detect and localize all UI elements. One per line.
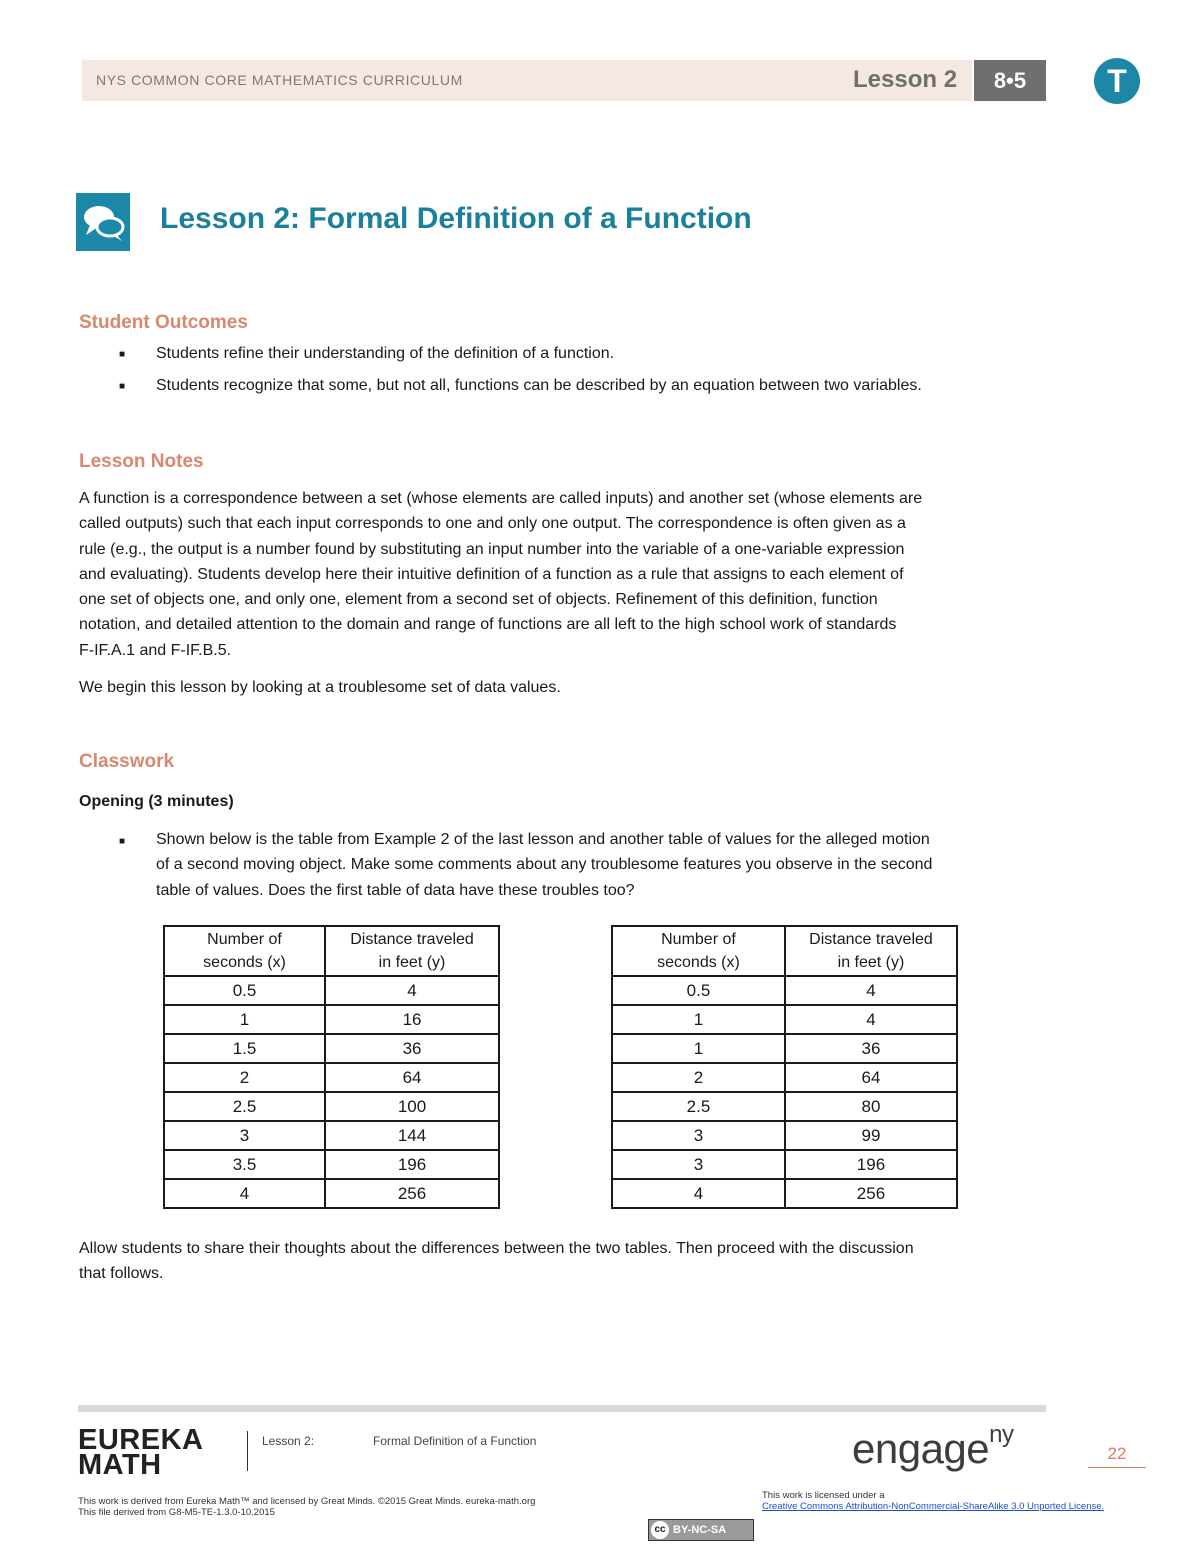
footer-rule [78,1405,1046,1412]
lesson-notes-paragraph-2: We begin this lesson by looking at a troublesome set of data values. [79,679,561,696]
text-line: notation, and detailed attention to the domain and range of functions are all left to the high school work of standards [79,616,897,634]
table-row [612,1005,957,1034]
footer-divider [247,1431,248,1471]
table-cell: 2 [612,1063,785,1092]
table-cell: 4 [612,1179,785,1208]
text-line: one set of objects one, and only one, element from a second set of objects. Refinement of this definition, function [79,591,878,609]
table-cell: 1.5 [164,1034,325,1063]
page-number-rule [1088,1467,1146,1468]
table-row [612,1179,957,1208]
table-cell: 2 [164,1063,325,1092]
table-cell: 0.5 [612,976,785,1005]
bullet-icon: ■ [119,836,126,847]
teacher-badge: T [1094,58,1140,104]
table-header-y: Distance traveled in feet (y) [785,926,957,976]
engageny-logo: engage$^{ny}$ [852,1421,1014,1472]
table-cell: 256 [785,1179,957,1208]
table-row [164,1150,499,1179]
table-cell: 4 [785,1005,957,1034]
page-number: 22 [1107,1444,1127,1463]
table-cell: 1 [612,1034,785,1063]
table-row [164,1005,499,1034]
discussion-paragraph [79,1236,1079,1287]
text-line: and evaluating). Students develop here their intuitive definition of a function as a rule that assigns to each element of [79,565,904,583]
bullet-icon: ■ [119,381,126,392]
text-line: F-IF.A.1 and F-IF.B.5. [79,641,232,659]
table-row [612,1092,957,1121]
text-line: of a second moving object. Make some comments about any troublesome features you observe in the second [156,856,933,874]
table-header-y: Distance traveled in feet (y) [325,926,499,976]
table-header-x: Number of seconds (x) [612,926,785,976]
table-cell: 2.5 [612,1092,785,1121]
table-cell: 4 [785,976,957,1005]
table-cell: 100 [325,1092,499,1121]
footer-lesson-label: Lesson 2: [262,1434,315,1448]
table-cell: 3.5 [164,1150,325,1179]
classwork-heading: Classwork [79,751,175,772]
text-line: Shown below is the table from Example 2 of the last lesson and another table of values for the alleged motion [156,831,930,848]
table-cell: 1 [164,1005,325,1034]
lesson-notes-heading: Lesson Notes [79,451,204,472]
table-cell: 16 [325,1005,499,1034]
table-cell: 64 [785,1063,957,1092]
table-cell: 80 [785,1092,957,1121]
table-row [164,1063,499,1092]
table-row [612,976,957,1005]
table-cell: 2.5 [164,1092,325,1121]
student-outcomes-heading: Student Outcomes [79,312,248,333]
speech-bubbles-icon [76,193,130,251]
curriculum-label: NYS COMMON CORE MATHEMATICS CURRICULUM [96,72,463,88]
eureka-math-logo: EUREKA MATH [78,1424,204,1481]
bullet-icon: ■ [119,349,126,360]
data-table-2 [611,925,958,1209]
table-cell: 4 [325,976,499,1005]
table-cell: 0.5 [164,976,325,1005]
text-line: Allow students to share their thoughts about the differences between the two tables. Then proceed with the discussion [79,1240,914,1257]
table-header-x: Number of seconds (x) [164,926,325,976]
table-cell: 99 [785,1121,957,1150]
table-row [612,1150,957,1179]
footer-lesson-title: Formal Definition of a Function [373,1434,537,1448]
table-cell: 36 [785,1034,957,1063]
grade-module-badge: 8•5 [974,60,1046,101]
table-row [612,1034,957,1063]
table-cell: 64 [325,1063,499,1092]
lesson-notes-paragraph [79,486,1079,663]
table-cell: 1 [612,1005,785,1034]
table-cell: 3 [612,1150,785,1179]
table-row [164,1179,499,1208]
table-row [612,1063,957,1092]
table-row [612,1121,957,1150]
text-line: that follows. [79,1265,164,1283]
text-line: table of values. Does the first table of data have these troubles too? [156,881,635,899]
table-cell: 4 [164,1179,325,1208]
header-lesson: Lesson 2 [853,66,958,93]
table-cell: 3 [164,1121,325,1150]
table-row [164,1092,499,1121]
table-cell: 144 [325,1121,499,1150]
data-table-1 [163,925,500,1209]
table-cell: 36 [325,1034,499,1063]
outcome-item: Students refine their understanding of the definition of a function. [156,345,615,362]
text-line: A function is a correspondence between a set (whose elements are called inputs) and another set (whose elements are [79,490,923,507]
table-cell: 256 [325,1179,499,1208]
opening-heading: Opening (3 minutes) [79,793,234,810]
table-row [164,1034,499,1063]
table-cell: 3 [612,1121,785,1150]
outcome-item: Students recognize that some, but not all, functions can be described by an equation between two variables. [156,377,922,394]
opening-bullet [156,827,1056,903]
page-title: Lesson 2: Formal Definition of a Function [160,202,752,235]
license-notice: This work is licensed under a Creative Commons Attribution-NonCommercial-ShareAlike 3.0 Unported License. [762,1490,1105,1512]
table-cell: 196 [785,1150,957,1179]
cc-icon: cc [651,1521,669,1539]
derived-notice: This work is derived from Eureka Math™ and licensed by Great Minds. ©2015 Great Minds. eureka-math.org This file derived from G8-M5-TE-1.3.0-10.2015 [78,1496,536,1518]
license-link[interactable]: Creative Commons Attribution-NonCommercial-ShareAlike 3.0 Unported License. [762,1501,1105,1512]
table-row [164,1121,499,1150]
cc-license-badge: cc BY-NC-SA [648,1519,754,1541]
table-cell: 196 [325,1150,499,1179]
text-line: rule (e.g., the output is a number found by substituting an input number into the variable of a one-variable expression [79,540,905,558]
table-row [164,976,499,1005]
text-line: called outputs) such that each input corresponds to one and only one output. The correspondence is often given as a [79,515,906,533]
